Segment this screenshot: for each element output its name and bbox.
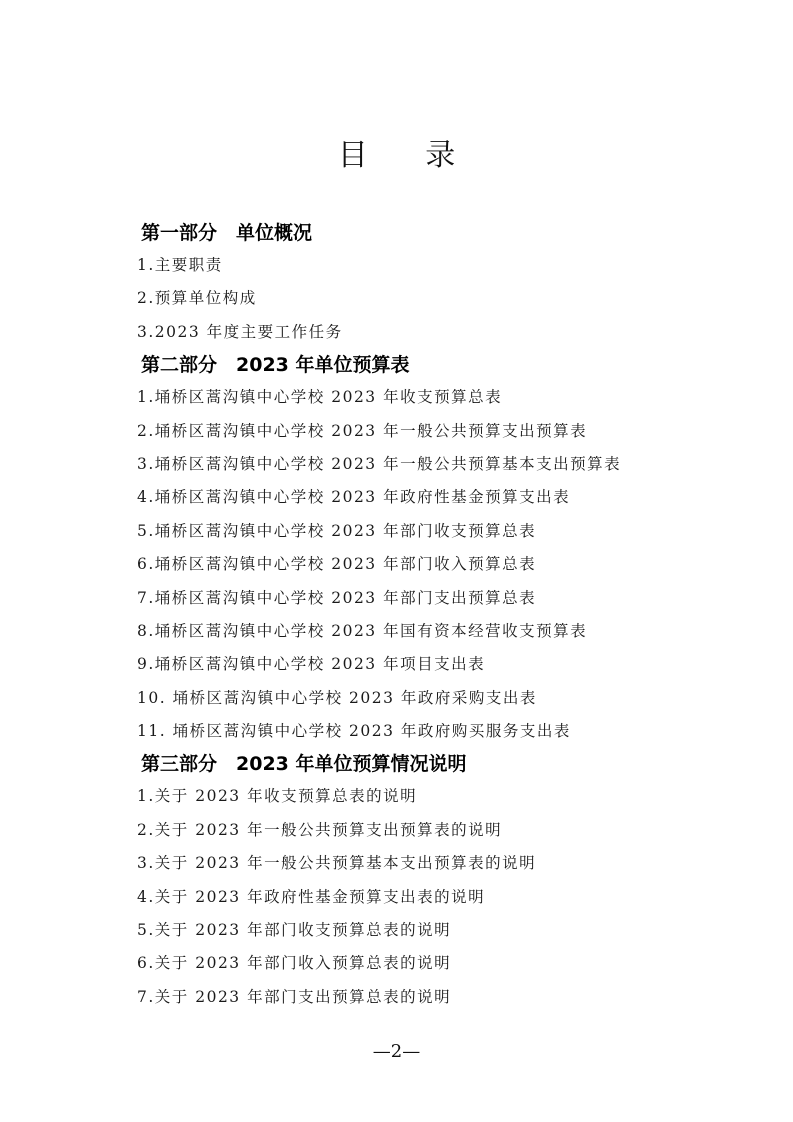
toc-item[interactable]: 9.埇桥区蒿沟镇中心学校 2023 年项目支出表: [137, 655, 486, 674]
toc-item[interactable]: 10. 埇桥区蒿沟镇中心学校 2023 年政府采购支出表: [137, 688, 537, 707]
page-number: —2—: [372, 1041, 421, 1062]
toc-item[interactable]: 7.埇桥区蒿沟镇中心学校 2023 年部门支出预算总表: [137, 588, 537, 607]
toc-item[interactable]: 7.关于 2023 年部门支出预算总表的说明: [137, 987, 452, 1006]
section-heading-3: 第三部分 2023 年单位预算情况说明: [141, 753, 467, 776]
section-items-3: [137, 780, 697, 1014]
toc-item[interactable]: 2.关于 2023 年一般公共预算支出预算表的说明: [137, 820, 503, 839]
toc-item[interactable]: 1.埇桥区蒿沟镇中心学校 2023 年收支预算总表: [137, 388, 503, 407]
toc-item[interactable]: 2.埇桥区蒿沟镇中心学校 2023 年一般公共预算支出预算表: [137, 421, 588, 440]
toc-item[interactable]: 1.关于 2023 年收支预算总表的说明: [137, 787, 418, 806]
section-items-1: [137, 249, 697, 349]
section-items-2: [137, 381, 697, 748]
toc-item[interactable]: 5.埇桥区蒿沟镇中心学校 2023 年部门收支预算总表: [137, 521, 537, 540]
page-title: 目 录: [337, 138, 480, 173]
toc-item[interactable]: 3.关于 2023 年一般公共预算基本支出预算表的说明: [137, 854, 537, 873]
toc-item[interactable]: 3.埇桥区蒿沟镇中心学校 2023 年一般公共预算基本支出预算表: [137, 454, 622, 473]
toc-item[interactable]: 4.关于 2023 年政府性基金预算支出表的说明: [137, 887, 486, 906]
toc-item[interactable]: 5.关于 2023 年部门收支预算总表的说明: [137, 921, 452, 940]
toc-item[interactable]: 8.埇桥区蒿沟镇中心学校 2023 年国有资本经营收支预算表: [137, 621, 588, 640]
toc-item[interactable]: 2.预算单位构成: [137, 289, 257, 308]
toc-item[interactable]: 6.埇桥区蒿沟镇中心学校 2023 年部门收入预算总表: [137, 555, 537, 574]
table-of-contents: [137, 217, 697, 1014]
toc-item[interactable]: 6.关于 2023 年部门收入预算总表的说明: [137, 954, 452, 973]
toc-item[interactable]: 11. 埇桥区蒿沟镇中心学校 2023 年政府购买服务支出表: [137, 722, 571, 741]
toc-item[interactable]: 1.主要职责: [137, 256, 223, 274]
section-heading-1: 第一部分 单位概况: [141, 222, 313, 244]
toc-item[interactable]: 3.2023 年度主要工作任务: [137, 322, 343, 341]
section-heading-2: 第二部分 2023 年单位预算表: [141, 354, 410, 377]
toc-item[interactable]: 4.埇桥区蒿沟镇中心学校 2023 年政府性基金预算支出表: [137, 488, 571, 507]
